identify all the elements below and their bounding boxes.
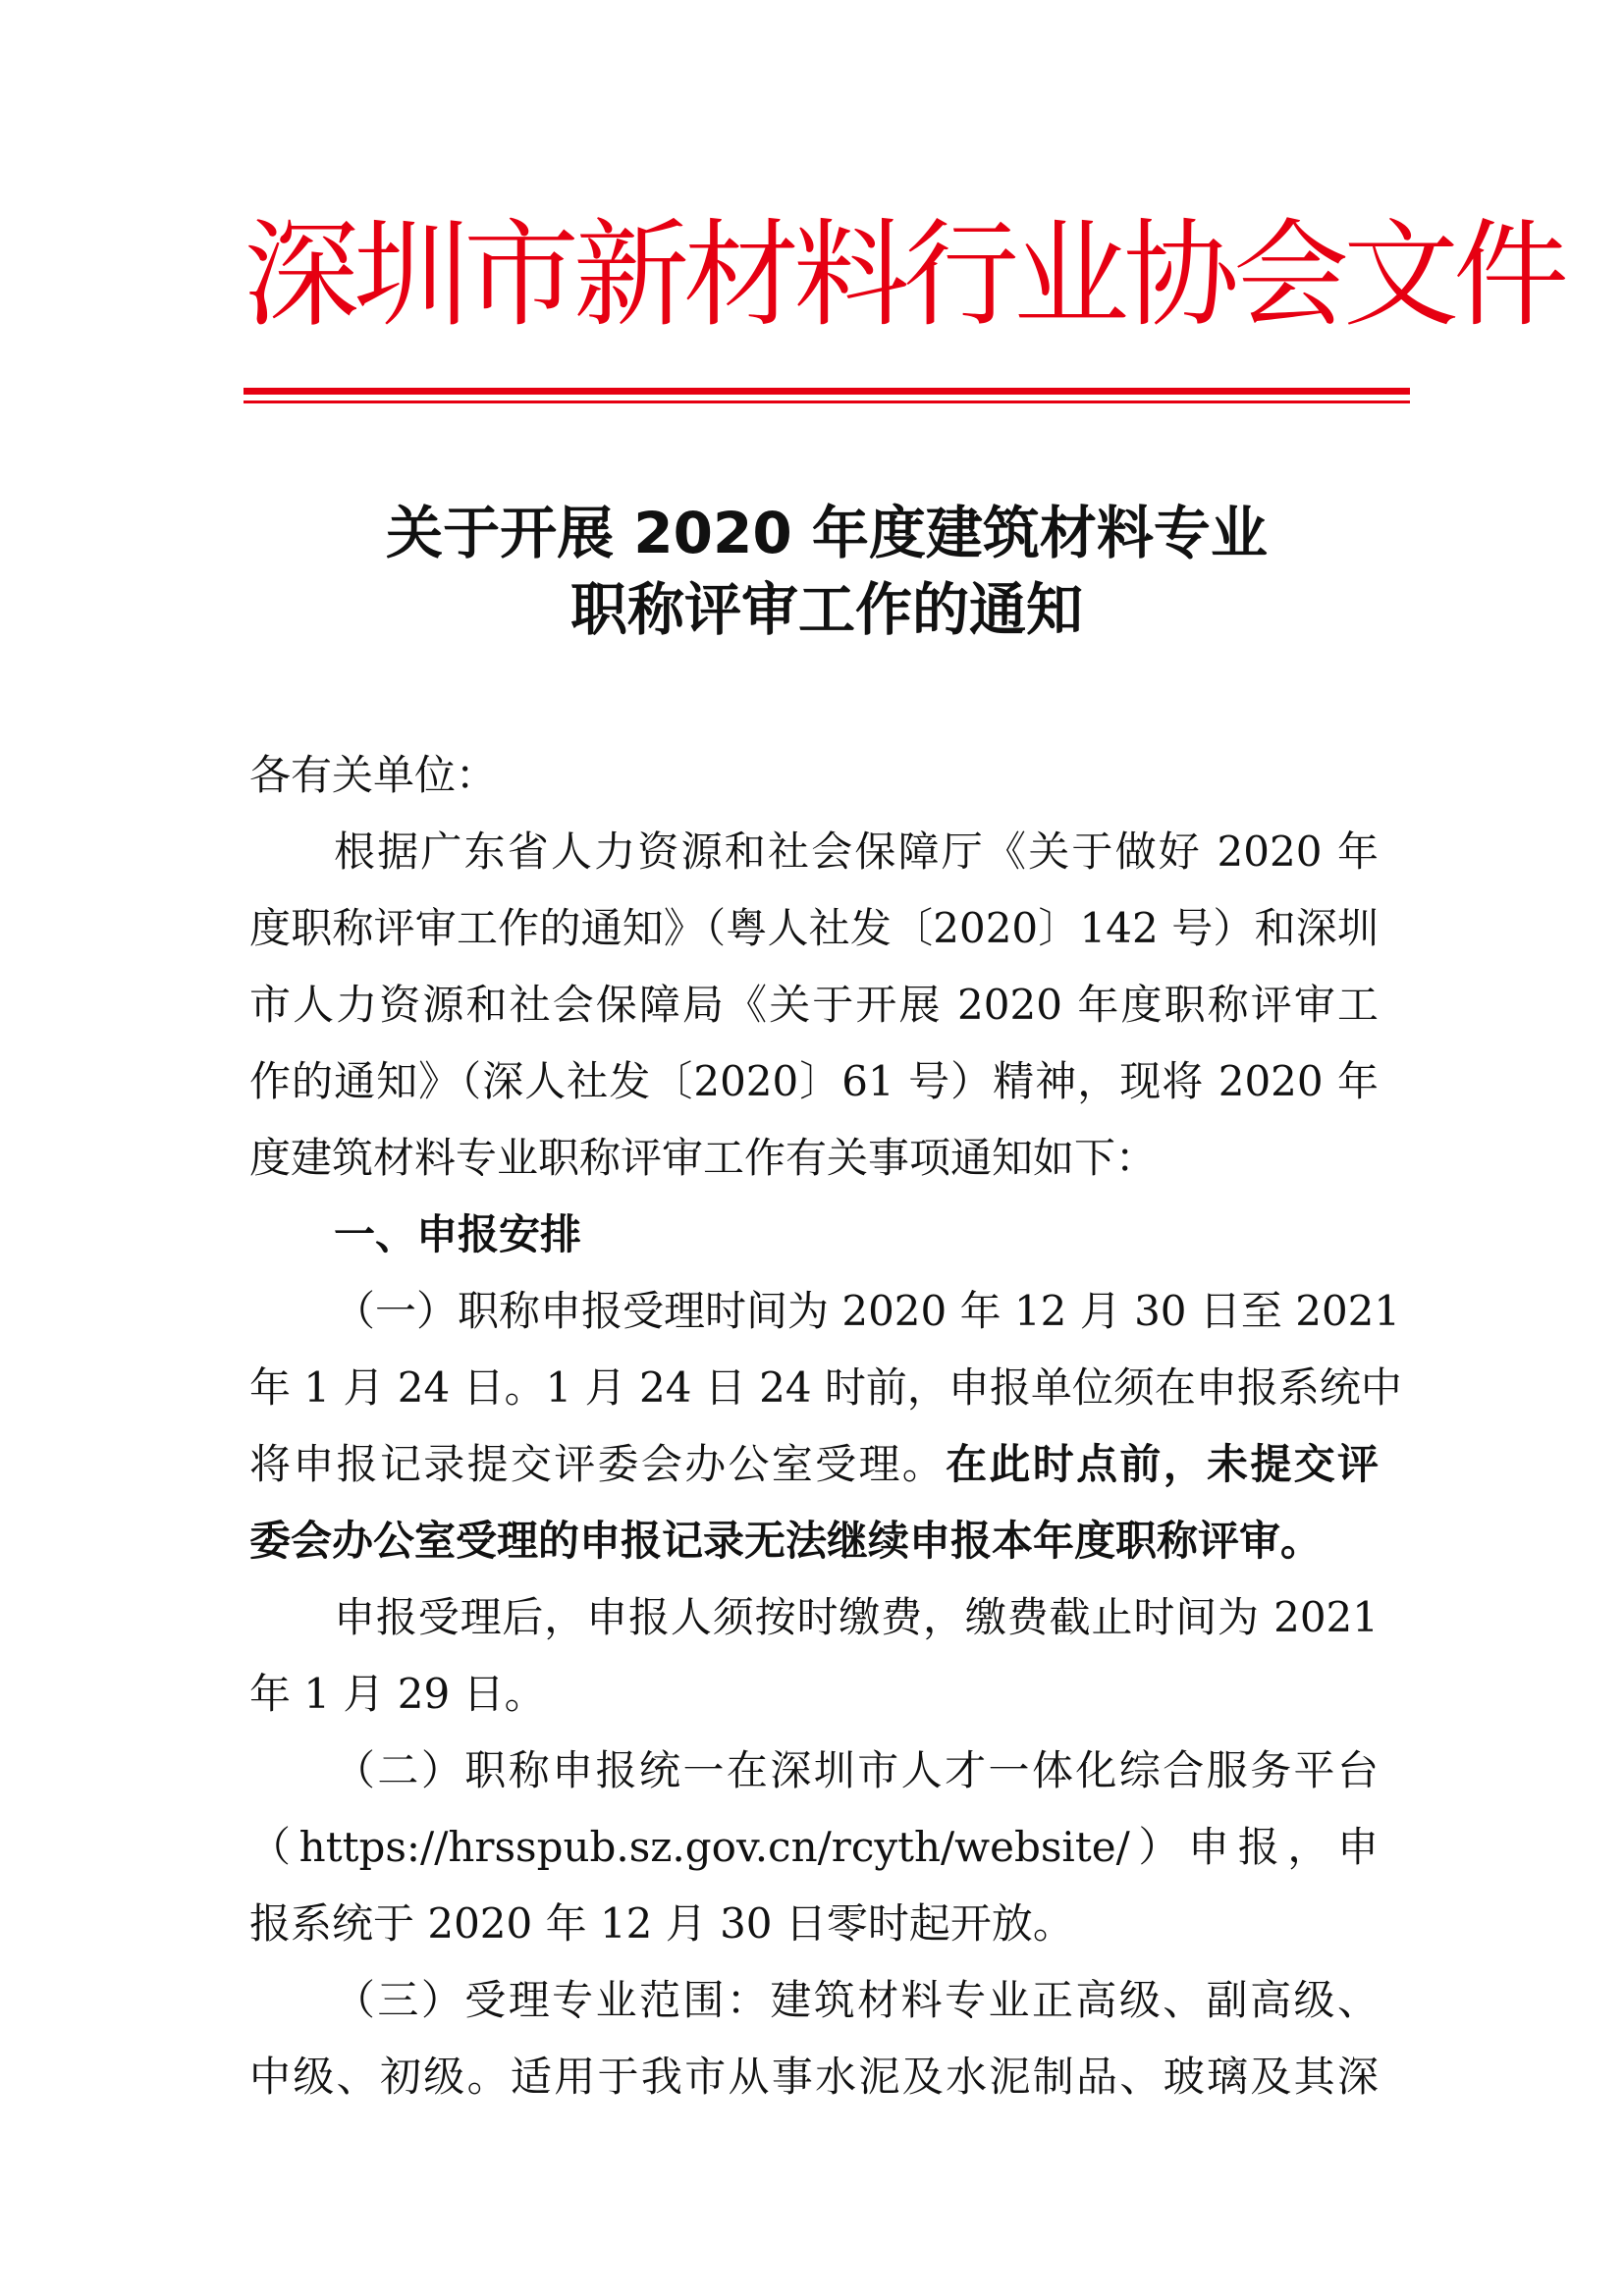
notice-title-line-2: 职称评审工作的通知: [569, 576, 1083, 643]
text-normal: 将申报记录提交评委会办公室受理。: [249, 1440, 947, 1488]
letterhead-rule-thick: [244, 388, 1410, 395]
letterhead-rule-thin: [244, 400, 1410, 403]
paragraph-line: 作的通知》（深人社发〔2020〕61 号）精神，现将 2020 年: [249, 1057, 1379, 1105]
paragraph-line: 年 1 月 29 日。: [249, 1670, 546, 1718]
paragraph-line: （二）职称申报统一在深圳市人才一体化综合服务平台: [334, 1746, 1379, 1794]
paragraph-line: （https://hrsspub.sz.gov.cn/rcyth/website/）申报，申: [249, 1823, 1379, 1871]
paragraph-line: 申报受理后，申报人须按时缴费，缴费截止时间为 2021: [334, 1593, 1379, 1641]
paragraph-line: 中级、初级。适用于我市从事水泥及水泥制品、玻璃及其深: [249, 2053, 1379, 2101]
paragraph-line: （三）受理专业范围：建筑材料专业正高级、副高级、: [334, 1976, 1379, 2024]
salutation: 各有关单位：: [249, 751, 498, 799]
paragraph-line: 度职称评审工作的通知》（粤人社发〔2020〕142 号）和深圳: [249, 904, 1379, 952]
paragraph-line: [249, 1435, 1379, 1494]
section-heading: 一、申报安排: [334, 1210, 582, 1258]
text-emphasis: 在此时点前，未提交评: [946, 1440, 1379, 1488]
notice-title-line-1: 关于开展 2020 年度建筑材料专业: [386, 500, 1268, 566]
paragraph-line: 年 1 月 24 日。1 月 24 日 24 时前，申报单位须在申报系统中: [249, 1363, 1402, 1412]
paragraph-line: （一）职称申报受理时间为 2020 年 12 月 30 日至 2021: [334, 1287, 1401, 1335]
letterhead-title: 深圳市新材料行业协会文件: [244, 207, 1564, 343]
paragraph-line-emphasis: 委会办公室受理的申报记录无法继续申报本年度职称评审。: [249, 1517, 1323, 1565]
paragraph-line: 度建筑材料专业职称评审工作有关事项通知如下：: [249, 1134, 1158, 1182]
paragraph-line: 市人力资源和社会保障局《关于开展 2020 年度职称评审工: [249, 981, 1379, 1029]
paragraph-line: 根据广东省人力资源和社会保障厅《关于做好 2020 年: [334, 828, 1379, 876]
paragraph-line: 报系统于 2020 年 12 月 30 日零时起开放。: [249, 1899, 1074, 1948]
